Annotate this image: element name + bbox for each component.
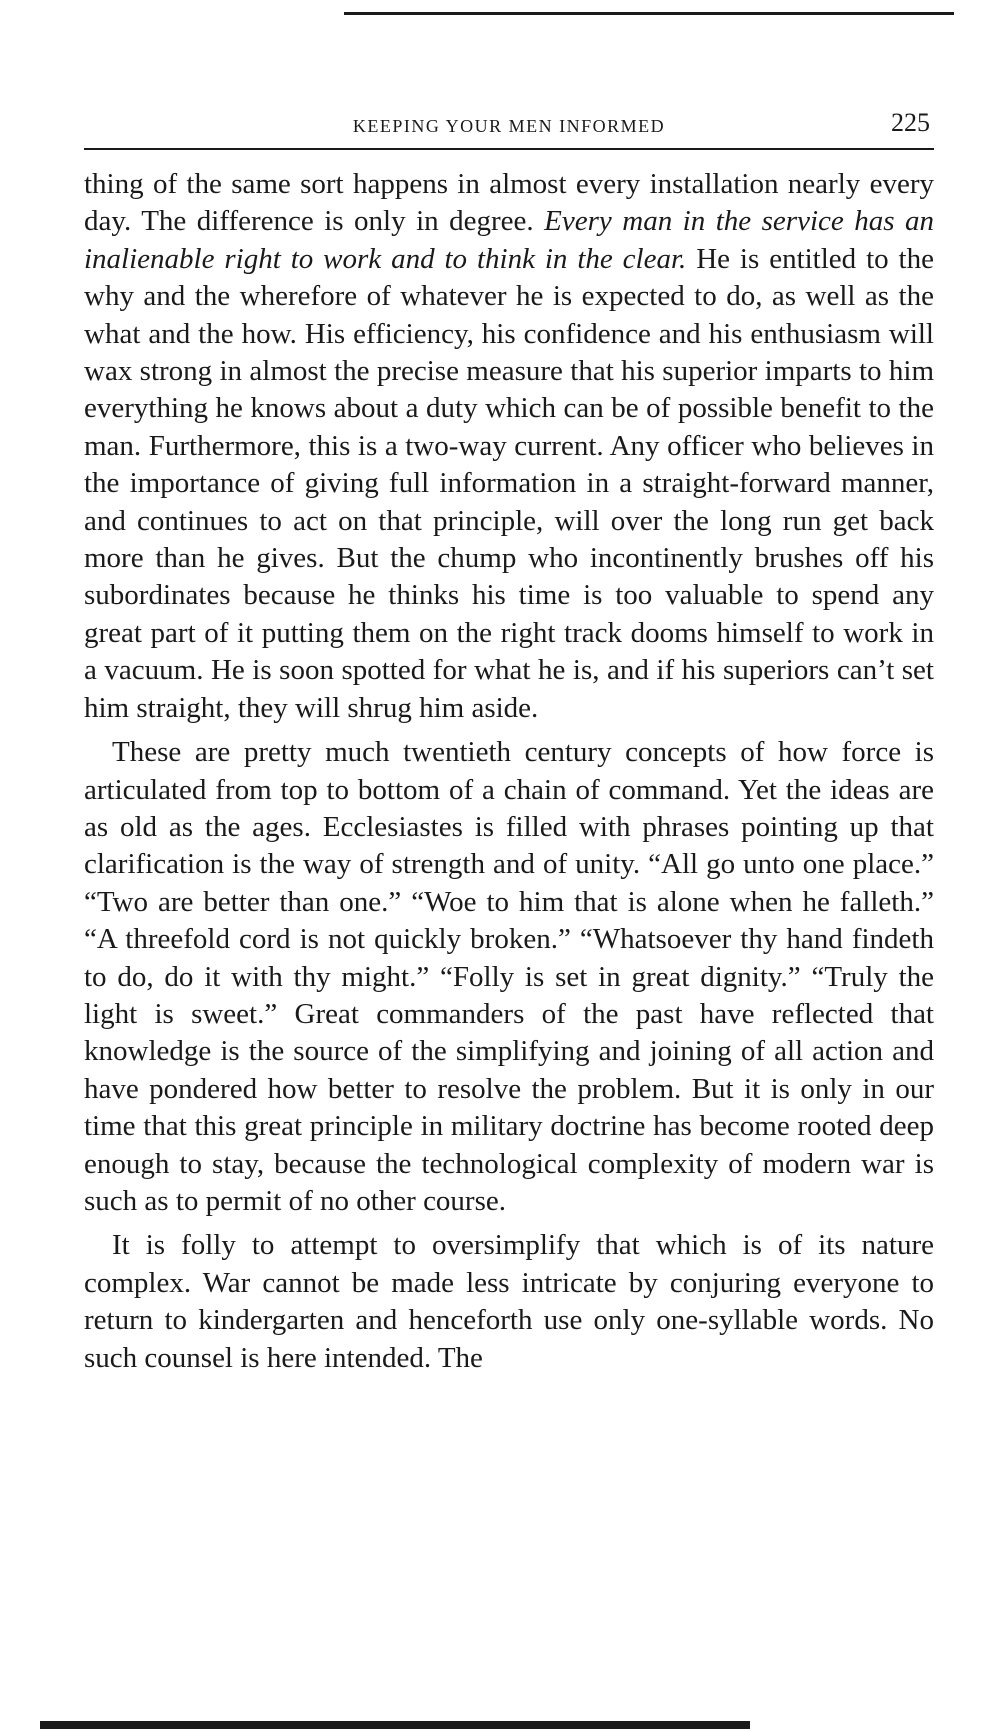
top-edge-rule: [344, 12, 954, 15]
paragraph-2: These are pretty much twentieth century concepts of how force is articulated from top to bottom of a chain of command. Yet the ideas are as old as the ages. Ecclesiastes is filled with phrases pointing up that clarification is the way of strength and of unity. “All go unto one place.” “Two are better than one.” “Woe to him that is alone when he falleth.” “A threefold cord is not quickly broken.” “Whatsoever thy hand findeth to do, do it with thy might.” “Folly is set in great dignity.” “Truly the light is sweet.” Great commanders of the past have reflected that knowledge is the source of the simplifying and joining of all action and have pondered how better to resolve the problem. But it is only in our time that this great principle in military doctrine has become rooted deep enough to stay, because the technological complexity of modern war is such as to permit of no other course.: [84, 736, 934, 1217]
body-text: [84, 166, 934, 1377]
paragraph-1-lead: thing of the same sort happens in almost every installation nearly every day. The difference is only in degree.: [84, 168, 934, 238]
page-header: [84, 106, 934, 150]
paragraph-1: [84, 166, 934, 727]
bottom-edge-rule: [40, 1721, 750, 1729]
paragraph-1-emphasis: Every man in the service has an inalienable right to work and to think in the clear.: [84, 205, 934, 275]
running-head: KEEPING YOUR MEN INFORMED: [352, 116, 666, 136]
page-number: 225: [891, 108, 930, 137]
paragraph-3: It is folly to attempt to oversimplify that which is of its nature complex. War cannot be made less intricate by conjuring everyone to return to kindergarten and henceforth use only one-syllable words. No such counsel is here intended. The: [84, 1229, 934, 1374]
paragraph-1-rest: He is entitled to the why and the wherefore of whatever he is expected to do, as well as the what and the how. His efficiency, his confidence and his enthusiasm will wax strong in almost the precise measure that his superior imparts to him everything he knows about a duty which can be of possible benefit to the man. Furthermore, this is a two-way current. Any officer who believes in the importance of giving full information in a straight-forward manner, and continues to act on that principle, will over the long run get back more than he gives. But the chump who incontinently brushes off his subordinates because he thinks his time is too valuable to spend any great part of it putting them on the right track dooms himself to work in a vacuum. He is soon spotted for what he is, and if his superiors can’t set him straight, they will shrug him aside.: [84, 242, 934, 724]
